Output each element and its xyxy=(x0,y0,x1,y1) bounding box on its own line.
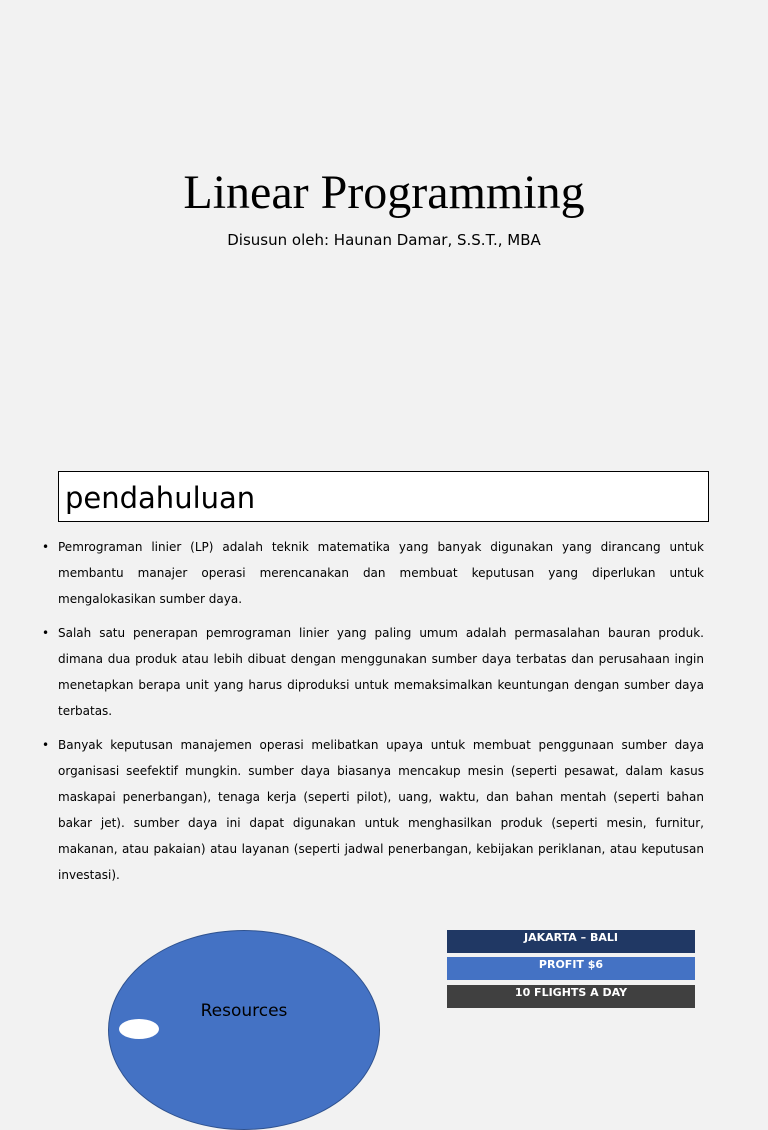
bullet-marker: • xyxy=(42,738,50,752)
bullet-item xyxy=(40,732,704,888)
bullet-marker: • xyxy=(42,540,50,554)
slide-title: Linear Programming xyxy=(183,166,585,219)
bullet-item xyxy=(40,620,704,724)
bullet-text: Salah satu penerapan pemrograman linier yang paling umum adalah permasalahan bauran produk. dimana dua produk atau lebih dibuat dengan menggunakan sumber daya terbatas dan perusahaan ingin menetapkan berapa unit yang harus diproduksi untuk memaksimalkan keuntungan dengan sumber daya terbatas. xyxy=(58,626,704,718)
bullet-marker: • xyxy=(42,626,50,640)
bullet-text: Banyak keputusan manajemen operasi melibatkan upaya untuk membuat penggunaan sumber daya organisasi seefektif mungkin. sumber daya biasanya mencakup mesin (seperti pesawat, dalam kasus maskapai penerbangan), tenaga kerja (seperti pilot), uang, waktu, dan bahan mentah (seperti bahan bakar jet). sumber daya ini dapat digunakan untuk menghasilkan produk (seperti mesin, furnitur, makanan, atau pakaian) atau layanan (seperti jadwal penerbangan, kebijakan periklanan, atau keputusan investasi). xyxy=(58,738,704,882)
bullet-item xyxy=(40,534,704,612)
route-bar: JAKARTA – BALI xyxy=(447,930,695,953)
bullet-text: Pemrograman linier (LP) adalah teknik matematika yang banyak digunakan yang dirancang untuk membantu manajer operasi merencanakan dan membuat keputusan yang diperlukan untuk mengalokasikan sumber daya. xyxy=(58,540,704,606)
resources-ellipse xyxy=(108,930,380,1130)
slide-subtitle: Disusun oleh: Haunan Damar, S.S.T., MBA xyxy=(227,231,541,249)
flights-bar: 10 FLIGHTS A DAY xyxy=(447,985,695,1008)
profit-bar: PROFIT $6 xyxy=(447,957,695,980)
inner-shape xyxy=(119,1019,159,1039)
bullet-list xyxy=(40,534,704,896)
section-heading: pendahuluan xyxy=(65,481,256,515)
resources-label: Resources xyxy=(200,1001,288,1021)
section-heading-box xyxy=(58,471,709,522)
